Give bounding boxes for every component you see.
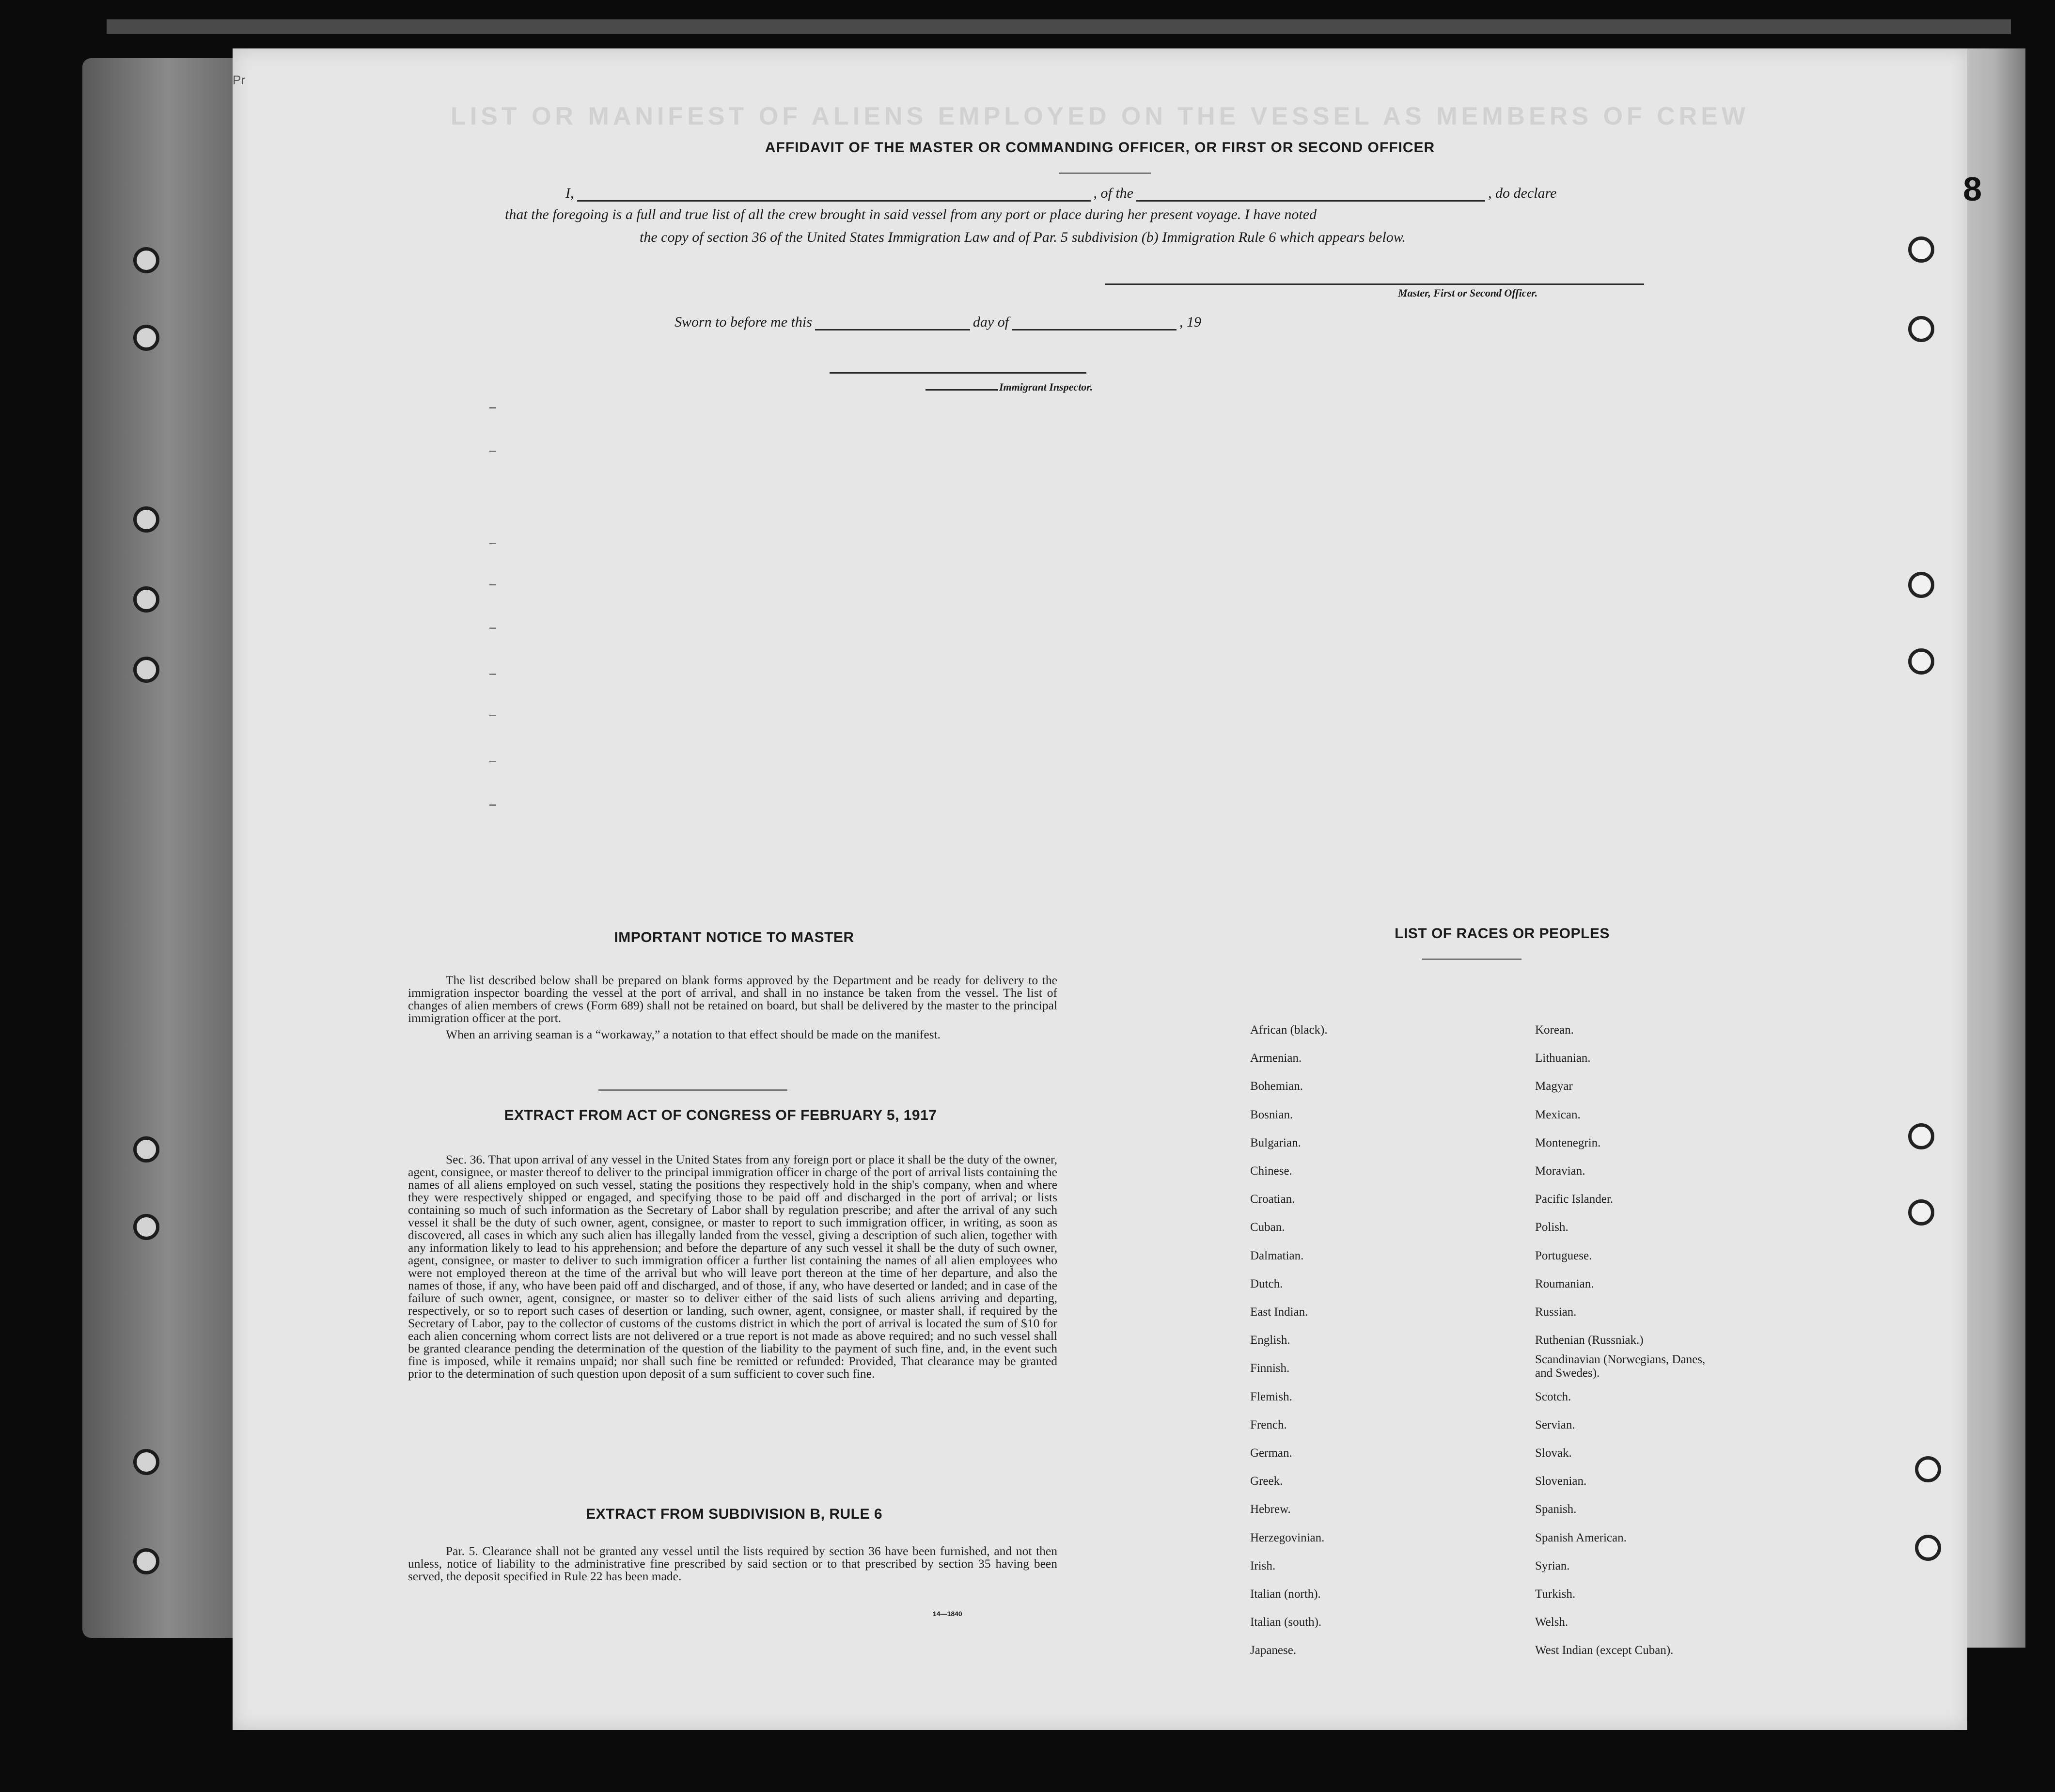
race-item: Italian (south). (1250, 1616, 1322, 1629)
divider (1059, 173, 1151, 174)
frame-top-edge (107, 19, 2011, 34)
race-item: German. (1250, 1446, 1292, 1460)
faint-mark (489, 584, 496, 585)
race-item: Spanish. (1535, 1503, 1577, 1516)
race-item: Bulgarian. (1250, 1136, 1301, 1149)
affidavit-title: AFFIDAVIT OF THE MASTER OR COMMANDING OFFICER, OR FIRST OR SECOND OFFICER (765, 140, 1435, 156)
race-item: Hebrew. (1250, 1503, 1291, 1516)
page-corner-number: 8 (1963, 170, 1982, 208)
extract-2-text (408, 1545, 1057, 1587)
race-item: Ruthenian (Russniak.) (1535, 1334, 1644, 1347)
par-5-paragraph: Par. 5. Clearance shall not be granted any vessel until the lists required by section 36 have been furnished, and not then unless, notice of liability to the administrative fine prescribed by said section or to that prescribed by section 35 having been served, the deposit specified in Rule 22 has been made. (408, 1544, 1057, 1583)
race-item: Portuguese. (1535, 1249, 1592, 1262)
race-item: Flemish. (1250, 1390, 1292, 1403)
race-item: Bosnian. (1250, 1108, 1293, 1121)
race-item: African (black). (1250, 1023, 1328, 1037)
race-item: Slovak. (1535, 1446, 1572, 1460)
race-item: Welsh. (1535, 1616, 1569, 1629)
race-item: Greek. (1250, 1475, 1283, 1488)
inspector-short-line (926, 389, 998, 391)
document-page (233, 48, 1982, 1730)
sworn-line (675, 314, 1201, 330)
i-label: I, (565, 185, 574, 201)
day-of-label: day of (973, 314, 1009, 330)
section-36-paragraph: Sec. 36. That upon arrival of any vessel in the United States from any foreign port or place it shall be the duty of the owner, agent, consignee, or master thereof to deliver to the principal immigration officer in charge of the port of arrival lists containing the names of all aliens employed on such vessel, stating the positions they respectively hold in the ship's company, when and where they were respectively shipped or engaged, and specifying those to be paid off and discharged in the port of arrival; or lists containing so much of such information as the Secretary of Labor shall by regulation prescribe; and after the arrival of any such vessel it shall be the duty of such owner, agent, consignee, or master to report to such immigration officer, in writing, as soon as discovered, all cases in which any such alien has illegally landed from the vessel, giving a description of such alien, together with any information likely to lead to his apprehension; and before the departure of any such vessel it shall be the duty of such owner, agent, consignee, or master to deliver to such immigration officer a further list containing the names of all alien employees who were not employed thereon at the time of the arrival but who will leave port thereon at the time of her departure, and also the names of those, if any, who have been paid off and discharged, and of those, if any, who have deserted or landed; and in case of the failure of such owner, agent, consignee, or master so to deliver either of the said lists of such aliens arriving and departing, respectively, or so to report such cases of desertion or landing, such owner, agent, consignee, or master shall, if required by the Secretary of Labor, pay to the collector of customs of the customs district in which the port of arrival is located the sum of $10 for each alien concerning whom correct lists are not delivered or a true report is not made as above required; and no such vessel shall be granted clearance pending the determination of the question of the liability to the payment of such fine, and, in the event such fine is imposed, while it remains unpaid; nor shall such fine be remitted or refunded: Provided, That clearance may be granted prior to the determination of such question upon deposit of a sum sufficient to cover such fine. (408, 1152, 1057, 1381)
divider (598, 1089, 787, 1091)
declaration-line-1 (565, 185, 1556, 202)
binder-hole-icon (1908, 648, 1934, 675)
race-item: Pacific Islander. (1535, 1193, 1614, 1206)
binder-hole-icon (133, 1136, 159, 1163)
binder-hole-icon (133, 325, 159, 351)
binder-hole-icon (1908, 316, 1934, 342)
notice-text (408, 974, 1057, 1045)
binder-hole-icon (133, 657, 159, 683)
binder-left-edge (82, 58, 237, 1638)
races-title: LIST OF RACES OR PEOPLES (1395, 926, 1610, 942)
race-item: Japanese. (1250, 1644, 1297, 1657)
declaration-line-3: the copy of section 36 of the United States Immigration Law and of Par. 5 subdivision (b) Immigration Rule 6 which appears below. (640, 229, 1406, 245)
faint-mark (489, 543, 496, 544)
inspector-caption: Immigrant Inspector. (999, 381, 1093, 393)
race-item: Montenegrin. (1535, 1136, 1601, 1149)
race-item: Mexican. (1535, 1108, 1581, 1121)
master-caption: Master, First or Second Officer. (1398, 287, 1538, 299)
vessel-blank[interactable] (1136, 187, 1485, 202)
race-item: Cuban. (1250, 1221, 1285, 1234)
race-item: Spanish American. (1535, 1531, 1627, 1544)
divider (1422, 959, 1522, 960)
race-item: Scotch. (1535, 1390, 1571, 1403)
of-the-label: , of the (1093, 185, 1133, 201)
race-item: Armenian. (1250, 1052, 1302, 1065)
binder-hole-icon (1908, 572, 1934, 598)
extract-2-title: EXTRACT FROM SUBDIVISION B, RULE 6 (585, 1506, 883, 1522)
race-item: Polish. (1535, 1221, 1569, 1234)
notice-title: IMPORTANT NOTICE TO MASTER (614, 929, 854, 945)
declaration-line-2: that the foregoing is a full and true list of all the crew brought in said vessel from any port or place during her present voyage. I have noted (505, 206, 1317, 222)
race-item: Herzegovinian. (1250, 1531, 1325, 1544)
race-item: Chinese. (1250, 1164, 1292, 1178)
race-item: English. (1250, 1334, 1290, 1347)
faint-mark (489, 804, 496, 806)
binder-hole-icon (1915, 1456, 1941, 1482)
binder-hole-icon (1908, 1199, 1934, 1226)
master-signature-line[interactable] (1105, 283, 1644, 285)
corner-mark: Pr (233, 73, 245, 87)
race-item: Korean. (1535, 1023, 1574, 1037)
race-item: Croatian. (1250, 1193, 1295, 1206)
race-item: Slovenian. (1535, 1475, 1587, 1488)
faint-mark (489, 628, 496, 629)
race-item: Dutch. (1250, 1277, 1283, 1290)
name-blank[interactable] (577, 187, 1091, 202)
binder-hole-icon (133, 1548, 159, 1574)
faint-mark (489, 451, 496, 452)
extract-1-title: EXTRACT FROM ACT OF CONGRESS OF FEBRUARY 5, 1917 (504, 1107, 937, 1123)
race-item: Lithuanian. (1535, 1052, 1591, 1065)
race-item: Irish. (1250, 1559, 1276, 1572)
faint-mark (489, 407, 496, 409)
race-item: French. (1250, 1418, 1287, 1431)
sworn-label: Sworn to before me this (675, 314, 812, 330)
month-blank[interactable] (1012, 315, 1177, 330)
race-item: Roumanian. (1535, 1277, 1594, 1290)
race-item: East Indian. (1250, 1305, 1308, 1319)
notice-paragraph-2: When an arriving seaman is a “workaway,” a notation to that effect should be made on the manifest. (446, 1027, 941, 1041)
binder-hole-icon (133, 1214, 159, 1240)
binder-hole-icon (133, 247, 159, 273)
faint-mark (489, 674, 496, 675)
inspector-signature-line[interactable] (830, 372, 1086, 374)
race-item: Scandinavian (Norwegians, Danes, and Swedes). (1535, 1353, 1706, 1380)
race-item: Moravian. (1535, 1164, 1585, 1178)
binder-hole-icon (1908, 236, 1934, 263)
notice-paragraph-1: The list described below shall be prepared on blank forms approved by the Department and be ready for delivery to the immigration inspector boarding the vessel at the port of arrival, and shall in no instance be taken from the vessel. The list of changes of alien members of crews (Form 689) shall not be retained on board, but shall be delivered by the master to the principal immigration officer at the port. (408, 973, 1057, 1025)
binder-hole-icon (133, 1449, 159, 1475)
year-label: , 19 (1179, 314, 1202, 330)
do-declare-label: , do declare (1488, 185, 1557, 201)
binder-hole-icon (133, 506, 159, 533)
extract-1-text (408, 1153, 1057, 1384)
binder-hole-icon (1908, 1123, 1934, 1149)
race-item: Bohemian. (1250, 1080, 1303, 1093)
race-item: West Indian (except Cuban). (1535, 1644, 1674, 1657)
race-item: Servian. (1535, 1418, 1575, 1431)
race-item: Finnish. (1250, 1362, 1290, 1375)
race-item: Dalmatian. (1250, 1249, 1304, 1262)
binder-hole-icon (1915, 1535, 1941, 1561)
race-item: Magyar (1535, 1080, 1573, 1093)
form-number: 14—1840 (933, 1610, 962, 1618)
faint-mark (489, 715, 496, 716)
day-blank[interactable] (815, 315, 970, 330)
race-item: Syrian. (1535, 1559, 1570, 1572)
race-item: Turkish. (1535, 1588, 1576, 1601)
bleed-through-header: LIST OR MANIFEST OF ALIENS EMPLOYED ON THE VESSEL AS MEMBERS OF CREW (451, 102, 1749, 130)
binder-hole-icon (133, 586, 159, 613)
race-item: Russian. (1535, 1305, 1577, 1319)
race-item: Italian (north). (1250, 1588, 1321, 1601)
faint-mark (489, 761, 496, 762)
